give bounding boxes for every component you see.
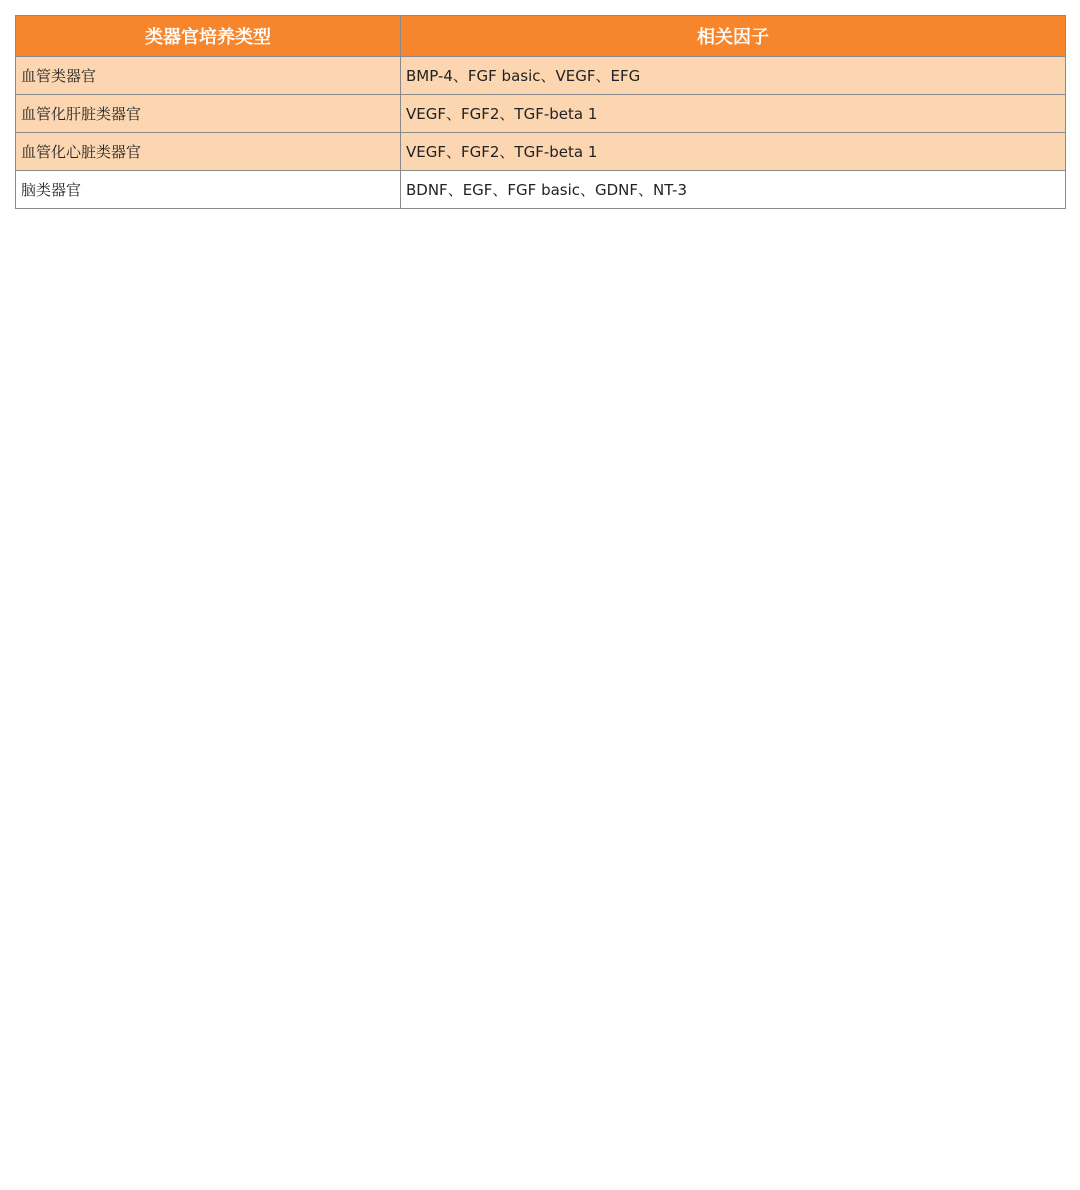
- column-header-organoid-type: 类器官培养类型: [16, 16, 401, 57]
- organoid-type-cell: 血管化肝脏类器官: [16, 95, 401, 133]
- factors-cell: VEGF、FGF2、TGF-beta 1: [401, 95, 1066, 133]
- factors-cell: BMP-4、FGF basic、VEGF、EFG: [401, 57, 1066, 95]
- table-row: [16, 133, 1066, 171]
- organoid-factor-table: [15, 15, 1066, 209]
- table-row: [16, 95, 1066, 133]
- organoid-type-cell: 血管化心脏类器官: [16, 133, 401, 171]
- table-row: [16, 171, 1066, 209]
- factors-cell: BDNF、EGF、FGF basic、GDNF、NT-3: [401, 171, 1066, 209]
- column-header-factors: 相关因子: [401, 16, 1066, 57]
- organoid-type-cell: 血管类器官: [16, 57, 401, 95]
- table-header-row: [16, 16, 1066, 57]
- factors-cell: VEGF、FGF2、TGF-beta 1: [401, 133, 1066, 171]
- table-row: [16, 57, 1066, 95]
- organoid-type-cell: 脑类器官: [16, 171, 401, 209]
